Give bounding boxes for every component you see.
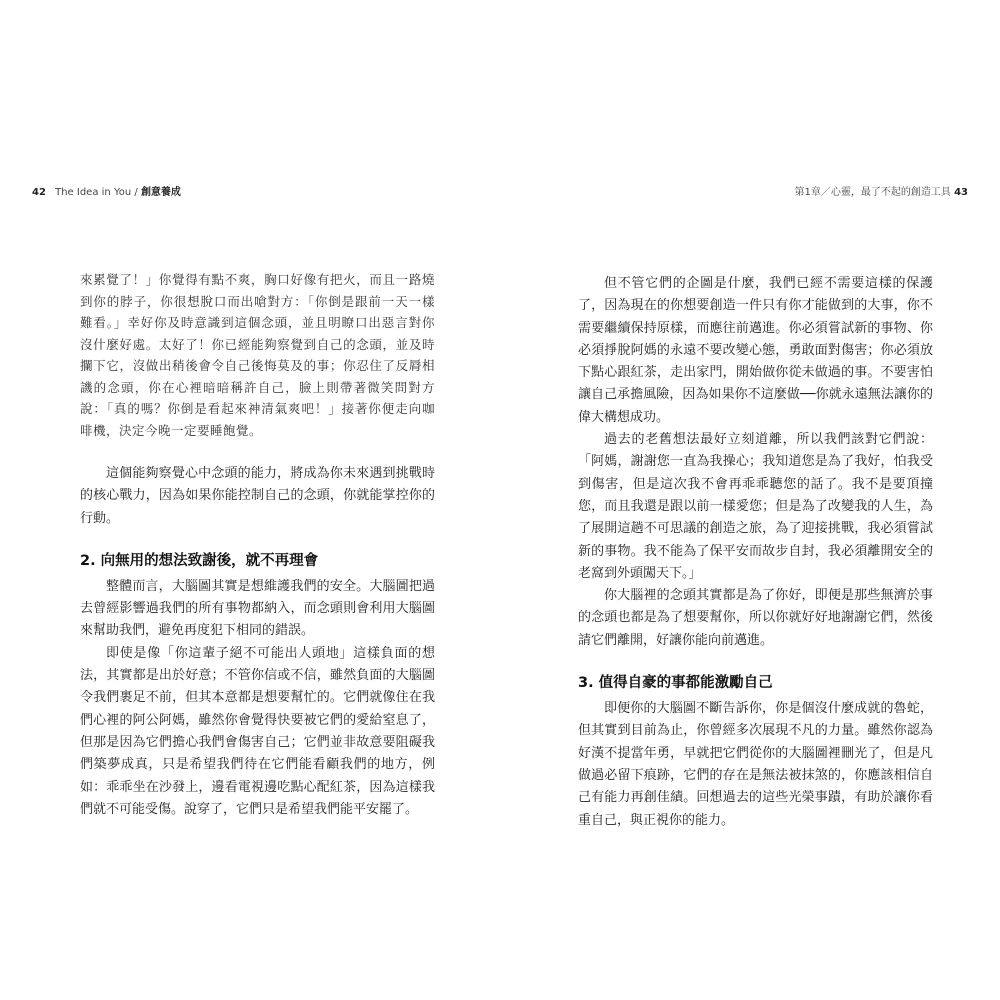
body-paragraph: 你大腦裡的念頭其實都是為了你好，即便是那些無濟於事的念頭也都是為了想要幫你，所以你就好好地謝謝它們，然後請它們離開，好讓你能向前邁進。 xyxy=(578,588,933,648)
body-paragraph: 整體而言，大腦圖其實是想維護我們的安全。大腦圖把過去曾經影響過我們的所有事物都納入，而念頭則會利用大腦圖來幫助我們，避免再度犯下相同的錯誤。 xyxy=(80,578,435,639)
body-paragraph: 即使是像「你這輩子絕不可能出人頭地」這樣負面的想法，其實都是出於好意；不管你信或不信，雖然負面的大腦圖令我們裹足不前，但其本意都是想要幫忙的。它們就像住在我們心裡的阿公阿媽，雖然你會覺得快要被它們的愛給窒息了，但那是因為它們擔心我們會傷害自己；它們並非故意要阻礙我們築夢成真，只是希望我們待在它們能看顧我們的地方，例如：乖乖坐在沙發上，邊看電視邊吃點心配紅茶，因為這樣我們就不可能受傷。說穿了，它們只是希望我們能平安罷了。 xyxy=(80,645,435,817)
page-number: 42 xyxy=(32,187,46,198)
section-heading: 3. 值得自豪的事都能激勵自己 xyxy=(578,675,773,692)
header-divider: / xyxy=(134,187,141,198)
body-paragraph: 但不管它們的企圖是什麼，我們已經不需要這樣的保護了，因為現在的你想要創造一件只有你才能做到的大事，你不需要繼續保持原樣，而應往前邁進。你必須嘗試新的事物、你必須掙脫阿媽的永遠不要改變心態，勇敢面對傷害；你必須放下點心跟紅茶，走出家門，開始做你從未做過的事。不要害怕讓自己承擔風險，因為如果你不這麼做──你就永遠無法讓你的偉大構想成功。 xyxy=(578,276,933,425)
body-paragraph: 過去的老舊想法最好立刻道離，所以我們該對它們說：「阿媽，謝謝您一直為我操心；我知道您是為了我好，怕我受到傷害，但是這次我不會再乖乖聽您的話了。我不是要頂撞您，而且我還是跟以前一樣愛您；但是為了改變我的人生，為了展開這趟不可思議的創造之旅，為了迎接挑戰，我必須嘗試新的事物。我不能為了保平安而故步自封，我必須離開安全的老窩到外頭闖天下。」 xyxy=(578,432,933,581)
right-page-header xyxy=(795,183,968,198)
left-page-body xyxy=(80,269,435,821)
section-title: 創意養成 xyxy=(140,187,181,198)
page-number: 43 xyxy=(954,187,968,198)
quote-paragraph: 來累覺了！」你覺得有點不爽，胸口好像有把火，而且一路燒到你的脖子，你很想脫口而出嗆對方：「你倒是跟前一天一樣難看。」幸好你及時意識到這個念頭，並且明瞭口出惡言對你沒什麼好處。太好了！你已經能夠察覺到自己的念頭，並及時攔下它，沒做出稍後會令自己後悔莫及的事；你忍住了反脣相譏的念頭，你在心裡暗暗稱許自己，臉上則帶著微笑問對方說：「真的嗎？你倒是看起來神清氣爽吧！」接著你便走向咖啡機，決定今晚一定要睡飽覺。 xyxy=(80,272,435,438)
book-title: The Idea in You xyxy=(55,187,132,198)
body-paragraph: 即便你的大腦圖不斷告訴你，你是個沒什麼成就的魯蛇，但其實到目前為止，你曾經多次展現不凡的力量。雖然你認為好漢不提當年勇，早就把它們從你的大腦圖裡刪光了，但是凡做過必留下痕跡，它們的存在是無法被抹煞的，你應該相信自己有能力再創佳績。回想過去的這些光榮事蹟，有助於讓你看重自己，與正視你的能力。 xyxy=(578,701,933,828)
right-page-body xyxy=(578,273,933,832)
left-page-header xyxy=(32,183,181,198)
chapter-title: 第1章／心靈，最了不起的創造工具 xyxy=(794,187,951,198)
right-page xyxy=(500,0,1000,1000)
body-paragraph: 這個能夠察覺心中念頭的能力，將成為你未來遇到挑戰時的核心戰力，因為如果你能控制自己的念頭，你就能掌控你的行動。 xyxy=(80,466,435,526)
section-heading: 2. 向無用的想法致謝後，就不再理會 xyxy=(80,552,319,569)
